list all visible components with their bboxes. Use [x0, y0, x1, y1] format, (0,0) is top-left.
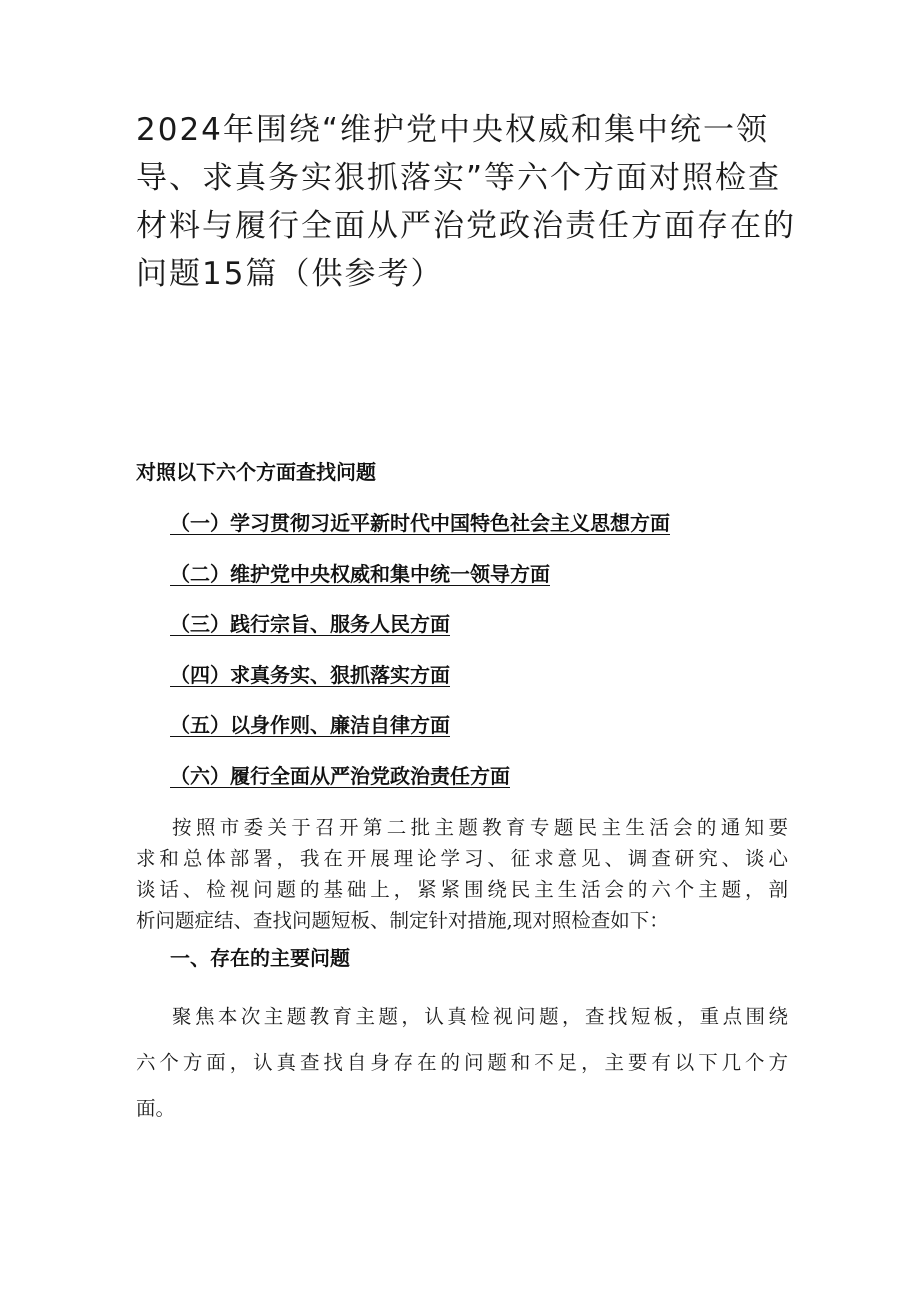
title-line: 2024年围绕“维护党中央权威和集中统一领	[136, 112, 769, 148]
toc-link-6[interactable]: （六）履行全面从严治党政治责任方面	[170, 763, 510, 788]
paragraph-line: 析问题症结、查找问题短板、制定针对措施,现对照检查如下：	[136, 909, 669, 932]
document-title	[136, 106, 796, 298]
toc-link-4[interactable]: （四）求真务实、狠抓落实方面	[170, 662, 450, 687]
title-line: 问题15篇（供参考）	[136, 256, 444, 292]
paragraph-line: 面。	[136, 1097, 176, 1120]
toc-link-5[interactable]: （五）以身作则、廉洁自律方面	[170, 713, 450, 737]
paragraph-line: 六个方面，认真查找自身存在的问题和不足，主要有以下几个方	[136, 1051, 788, 1074]
paragraph-line: 谈话、检视问题的基础上，紧紧围绕民主生活会的六个主题，剖	[136, 878, 788, 901]
toc-item	[170, 710, 670, 761]
paragraph-line: 聚焦本次主题教育主题，认真检视问题，查找短板，重点围绕	[172, 1005, 788, 1028]
toc-item	[170, 761, 670, 812]
toc-item	[170, 660, 670, 711]
paragraph-line: 按照市委关于召开第二批主题教育专题民主生活会的通知要	[172, 816, 788, 839]
toc-item	[170, 609, 670, 660]
section-heading-main-problems: 一、存在的主要问题	[170, 946, 350, 970]
title-line: 材料与履行全面从严治党政治责任方面存在的	[136, 208, 796, 244]
section1-paragraph	[136, 994, 788, 1132]
toc-item	[170, 559, 670, 610]
table-of-contents	[170, 508, 670, 811]
title-line: 导、求真务实狠抓落实”等六个方面对照检查	[136, 160, 782, 196]
toc-link-2[interactable]: （二）维护党中央权威和集中统一领导方面	[170, 561, 550, 586]
toc-heading: 对照以下六个方面查找问题	[136, 460, 376, 484]
toc-item	[170, 508, 670, 559]
paragraph-line: 求和总体部署，我在开展理论学习、征求意见、调查研究、谈心	[136, 847, 788, 870]
toc-link-3[interactable]: （三）践行宗旨、服务人民方面	[170, 612, 450, 636]
toc-link-1[interactable]: （一）学习贯彻习近平新时代中国特色社会主义思想方面	[170, 511, 670, 535]
intro-paragraph	[136, 812, 788, 936]
